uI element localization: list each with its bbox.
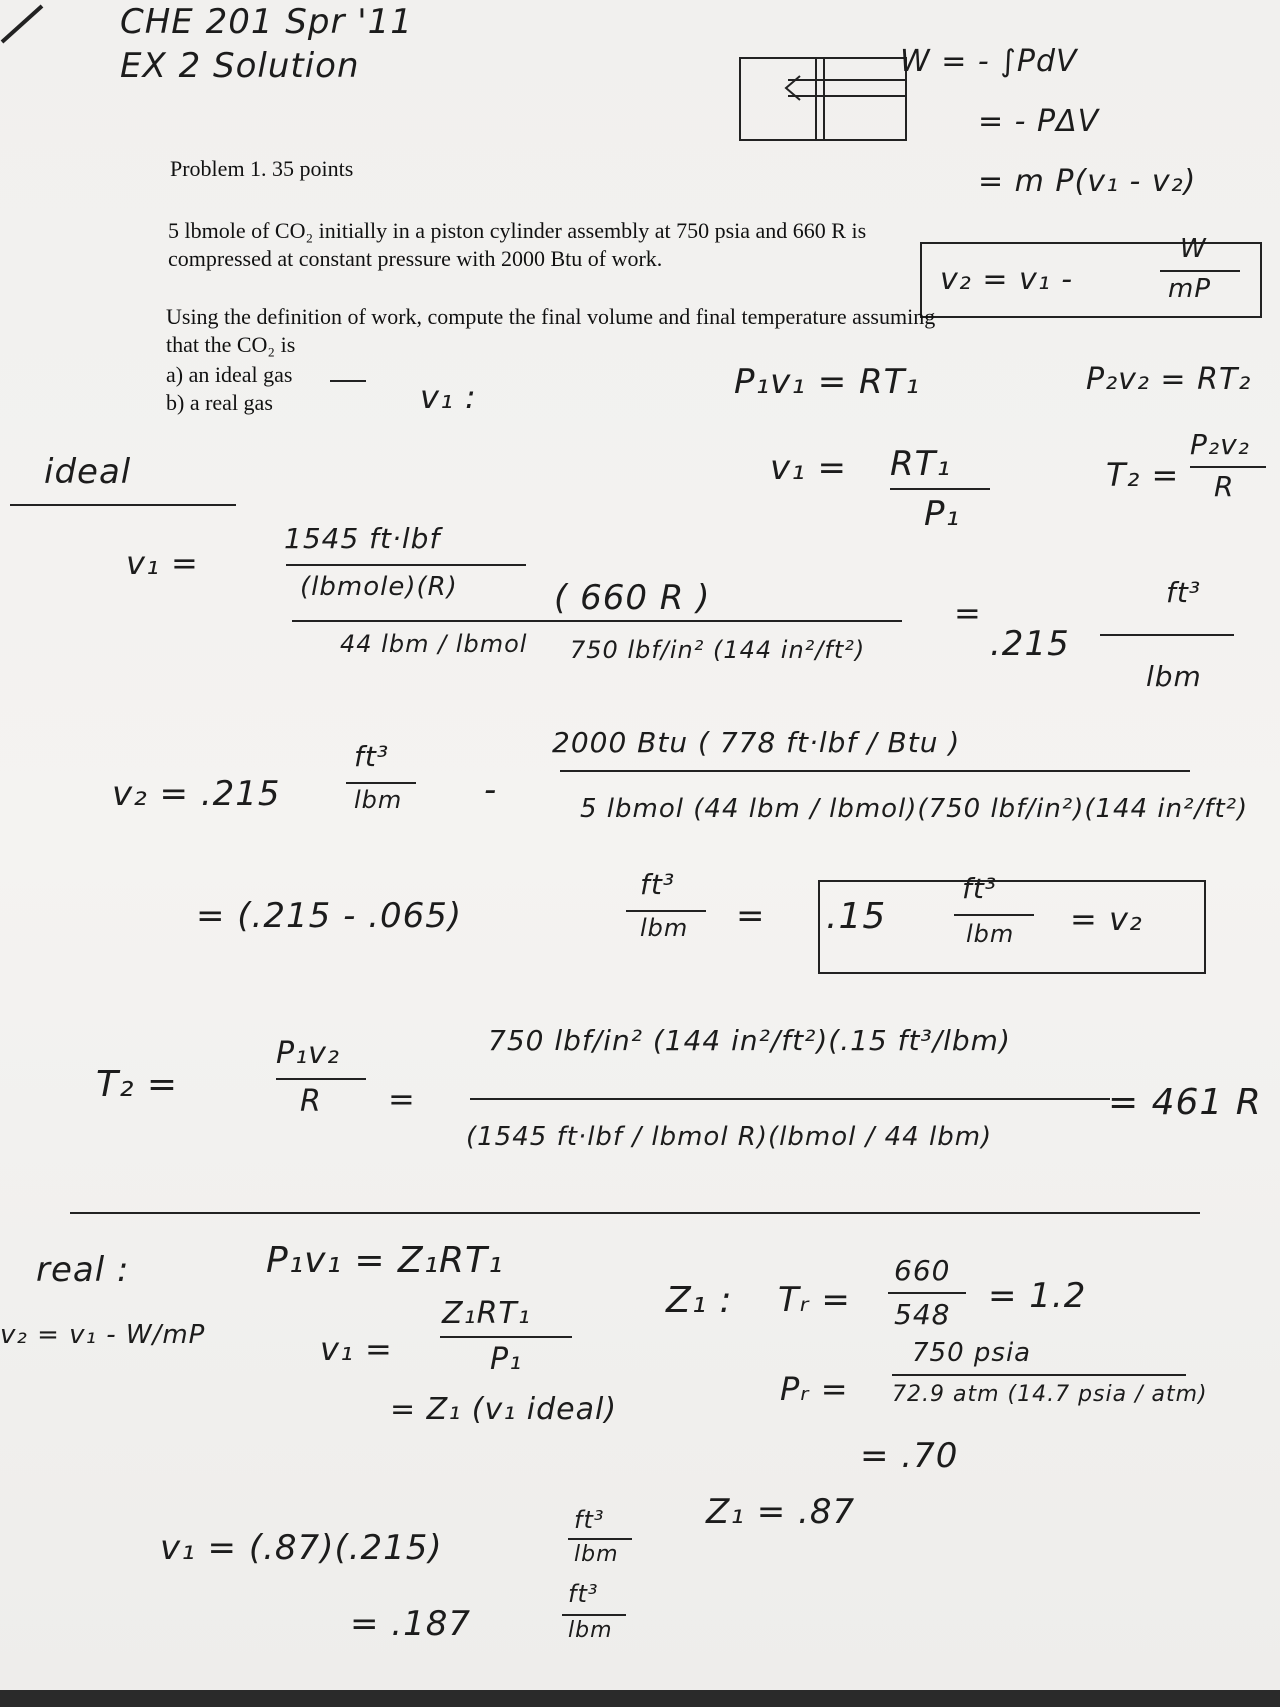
v2-answer-unit-den: lbm: [966, 920, 1015, 948]
ideal-state-eq-2: P₂v₂ = RT₂: [1086, 362, 1252, 397]
ideal-label: ideal: [44, 452, 132, 492]
real-v1-calc: v₁ = (.87)(.215): [160, 1528, 443, 1568]
v1-calc-lhs: v₁ =: [126, 544, 199, 582]
t2-calc-lhs: T₂ =: [96, 1064, 179, 1105]
z1-result: Z₁ = .87: [706, 1492, 856, 1532]
v2-answer-unit-num: ft³: [962, 872, 998, 905]
v1-result-unit-num: ft³: [1166, 576, 1202, 609]
v1-r-num: 1545 ft·lbf: [284, 522, 441, 555]
v2-diff-unit-den: lbm: [640, 914, 689, 942]
v1-main-bar: [292, 620, 902, 622]
section-divider: [70, 1212, 1200, 1214]
work-definition-1: W = - ∫PdV: [900, 44, 1078, 79]
v2-answer-rhs: = v₂: [1070, 900, 1143, 938]
real-label: real :: [36, 1250, 130, 1290]
v1-colon: v₁ :: [420, 378, 477, 416]
solution-title: EX 2 Solution: [120, 46, 360, 86]
v2-lhs: v₂ = .215: [112, 774, 281, 814]
v1-result: .215: [990, 624, 1070, 664]
t2-frac-den: R: [300, 1084, 322, 1119]
v1-pressure: 750 lbf/in² (144 in²/ft²): [570, 636, 866, 664]
real-v1-den: P₁: [490, 1342, 523, 1377]
v2-unit-den: lbm: [354, 786, 403, 814]
pr-lhs: Pᵣ =: [780, 1370, 849, 1408]
real-v1-lhs: v₁ =: [320, 1330, 393, 1368]
real-v1-calc-unit-num: ft³: [574, 1506, 605, 1534]
work-definition-2: = - PΔV: [978, 104, 1100, 139]
problem-text-2: compressed at constant pressure with 2000 Btu of work.: [168, 246, 663, 271]
v2-unit-num: ft³: [354, 740, 390, 773]
pr-result: = .70: [860, 1436, 959, 1476]
real-v1-bar: [440, 1336, 572, 1338]
problem-text-4: that the CO₂ is: [166, 332, 296, 357]
real-v1-result-unit-num: ft³: [568, 1580, 599, 1608]
v1-r-bar: [286, 564, 526, 566]
v1-eq-num: RT₁: [890, 444, 952, 484]
work-definition-3: = m P(v₁ - v₂): [978, 164, 1197, 199]
t2-frac-num: P₁v₂: [276, 1036, 340, 1071]
t2-eq-lhs: T₂ =: [1106, 456, 1180, 494]
pr-bar: [892, 1374, 1186, 1376]
t2-calc-bar: [470, 1098, 1110, 1100]
real-v1-result-unit-den: lbm: [568, 1618, 613, 1643]
v1-r-den: (lbmole)(R): [300, 572, 458, 602]
problem-text-1: 5 lbmole of CO₂ initially in a piston cylinder assembly at 750 psia and 660 R is: [168, 218, 867, 243]
t2-eq-num: P₂v₂: [1190, 428, 1250, 461]
problem-heading: Problem 1. 35 points: [170, 156, 354, 181]
pr-den: 72.9 atm (14.7 psia / atm): [892, 1382, 1208, 1407]
v1-mw: 44 lbm / lbmol: [340, 630, 528, 658]
v1-temp: ( 660 R ): [554, 578, 711, 618]
real-v1-calc-unit-den: lbm: [574, 1542, 619, 1567]
t2-result: = 461 R: [1108, 1082, 1262, 1123]
piston-cylinder-sketch: [738, 48, 908, 144]
v2-difference: = (.215 - .065): [196, 896, 463, 936]
v1-result-unit-den: lbm: [1146, 660, 1202, 693]
real-v1-num: Z₁RT₁: [442, 1296, 531, 1331]
v2-work-bar: [560, 770, 1190, 772]
real-v1-result: = .187: [350, 1604, 471, 1644]
v2-work-den: 5 lbmol (44 lbm / lbmol)(750 lbf/in²)(144 in²/ft²): [580, 794, 1249, 824]
part-a-dash: [330, 380, 366, 382]
v1-eq-lhs: v₁ =: [770, 448, 848, 488]
tr-result: = 1.2: [988, 1276, 1087, 1316]
problem-part-a: a) an ideal gas: [166, 362, 293, 387]
t2-calc-den: (1545 ft·lbf / lbmol R)(lbmol / 44 lbm): [466, 1122, 993, 1152]
tr-num: 660: [894, 1254, 951, 1287]
v2-formula-lhs: v₂ = v₁ -: [940, 262, 1074, 297]
v1-equals: =: [954, 594, 982, 632]
tr-bar: [888, 1292, 966, 1294]
t2-calc-num: 750 lbf/in² (144 in²/ft²)(.15 ft³/lbm): [488, 1024, 1011, 1057]
check-mark: [0, 0, 60, 60]
v2-unit-bar: [346, 782, 416, 784]
z1-label: Z₁ :: [666, 1280, 733, 1321]
t2-eq-den: R: [1214, 470, 1235, 503]
real-v1-calc-unit-bar: [568, 1538, 632, 1540]
v2-diff-unit-bar: [626, 910, 706, 912]
course-header: CHE 201 Spr '11: [120, 2, 413, 42]
v2-formula-den: mP: [1168, 274, 1212, 304]
v2-answer-value: .15: [826, 896, 887, 937]
v2-minus: -: [484, 770, 498, 810]
real-side-eq: v₂ = v₁ - W/mP: [0, 1320, 206, 1350]
tr-lhs: Tᵣ =: [778, 1280, 851, 1320]
problem-part-b: b) a real gas: [166, 390, 273, 415]
tr-den: 548: [894, 1298, 951, 1331]
v1-eq-den: P₁: [924, 494, 961, 534]
problem-text-3: Using the definition of work, compute the final volume and final temperature assuming: [166, 304, 936, 329]
v2-formula-num: W: [1180, 234, 1207, 264]
t2-calc-equals: =: [388, 1080, 416, 1118]
v2-formula-bar: [1160, 270, 1240, 272]
real-v1-ideal: = Z₁ (v₁ ideal): [390, 1392, 618, 1427]
t2-frac-bar: [276, 1078, 366, 1080]
t2-eq-bar: [1190, 466, 1266, 468]
v2-diff-equals: =: [736, 896, 766, 936]
pr-num: 750 psia: [912, 1338, 1032, 1368]
ideal-underline: [10, 504, 236, 506]
v2-answer-unit-bar: [954, 914, 1034, 916]
real-state-eq: P₁v₁ = Z₁RT₁: [266, 1240, 504, 1281]
v2-work-num: 2000 Btu ( 778 ft·lbf / Btu ): [552, 726, 961, 759]
ideal-state-eq-1: P₁v₁ = RT₁: [734, 362, 921, 402]
v1-result-unit-bar: [1100, 634, 1234, 636]
real-v1-result-unit-bar: [562, 1614, 626, 1616]
v1-eq-bar: [890, 488, 990, 490]
v2-diff-unit-num: ft³: [640, 868, 676, 901]
